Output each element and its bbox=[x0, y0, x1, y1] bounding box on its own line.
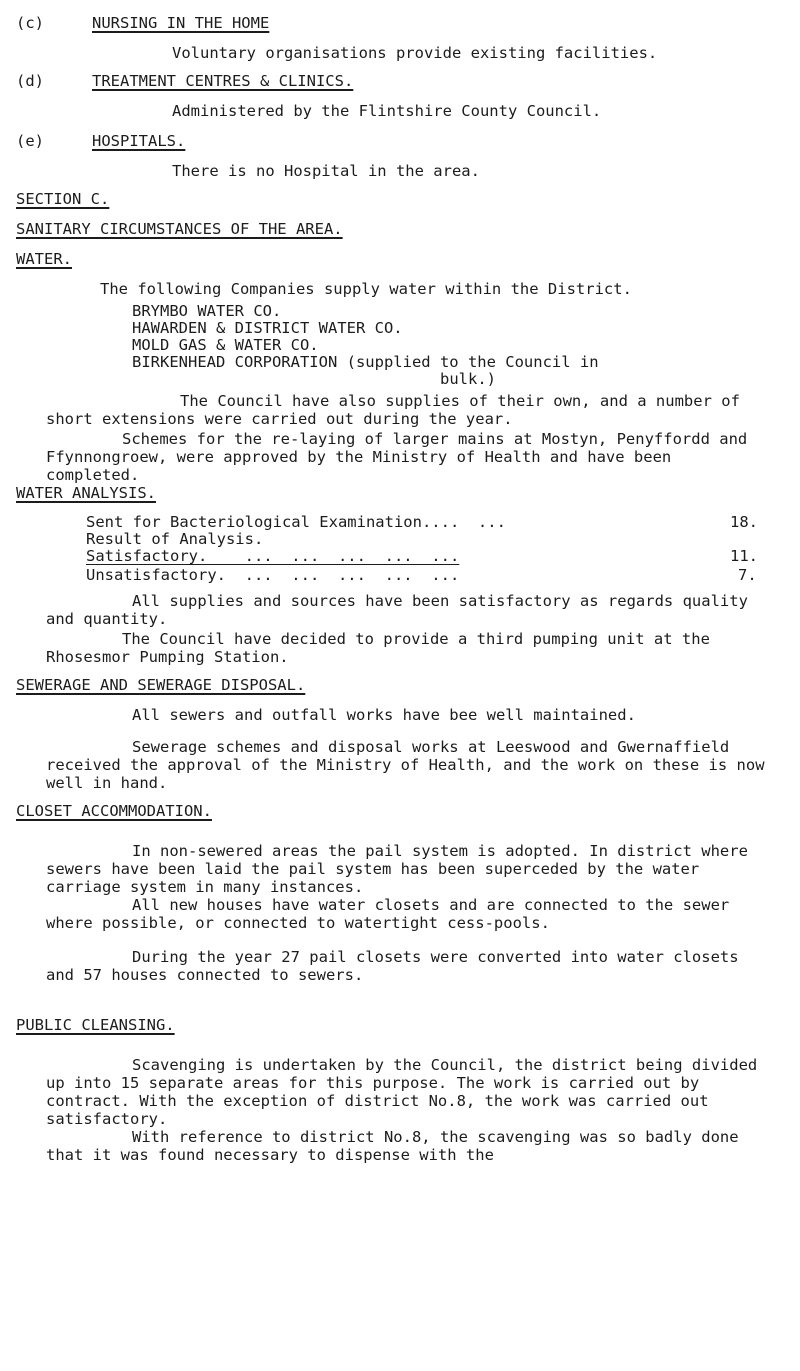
closet-heading: CLOSET ACCOMMODATION. bbox=[16, 802, 212, 820]
treatment-heading: TREATMENT CENTRES & CLINICS. bbox=[92, 72, 354, 90]
hospitals-label: (e) bbox=[16, 132, 44, 150]
sewerage-heading: SEWERAGE AND SEWERAGE DISPOSAL. bbox=[16, 676, 306, 694]
analysis-row-result: Result of Analysis. bbox=[86, 530, 264, 548]
nursing-heading: NURSING IN THE HOME bbox=[92, 14, 270, 32]
cleansing-heading: PUBLIC CLEANSING. bbox=[16, 1016, 175, 1034]
nursing-label: (c) bbox=[16, 14, 44, 32]
analysis-para-2: The Council have decided to provide a third pumping unit at the Rhosesmor Pumping Station. bbox=[46, 630, 710, 666]
analysis-para-1: All supplies and sources have been satisfactory as regards quality and quantity. bbox=[46, 592, 748, 628]
treatment-text: Administered by the Flintshire County Council. bbox=[172, 102, 602, 120]
water-intro: The following Companies supply water within the District. bbox=[100, 280, 632, 298]
cleansing-para-1: Scavenging is undertaken by the Council, the district being divided up into 15 separate areas for this purpose. The work is carried out by contract. With the exception of district No.8, the work was carried out satisfactory. bbox=[46, 1056, 758, 1128]
water-company-3: MOLD GAS & WATER CO. bbox=[132, 336, 319, 354]
closet-para-3: During the year 27 pail closets were converted into water closets and 57 houses connected to sewers. bbox=[46, 948, 739, 984]
water-company-4-cont: bulk.) bbox=[440, 370, 496, 388]
water-para-2: Schemes for the re-laying of larger mains at Mostyn, Penyffordd and Ffynnongroew, were approved by the Ministry of Health and have been completed. bbox=[46, 430, 748, 484]
water-company-2: HAWARDEN & DISTRICT WATER CO. bbox=[132, 319, 403, 337]
water-para-1: The Council have also supplies of their own, and a number of short extensions were carried out during the year. bbox=[46, 392, 740, 428]
treatment-label: (d) bbox=[16, 72, 44, 90]
analysis-row-unsatisfactory: Unsatisfactory. ... ... ... ... ... bbox=[86, 566, 460, 584]
sewerage-para-1: All sewers and outfall works have bee well maintained. bbox=[132, 706, 636, 724]
sewerage-para-2: Sewerage schemes and disposal works at Leeswood and Gwernaffield received the approval of the Ministry of Health, and the work on these is now well in hand. bbox=[46, 738, 765, 792]
analysis-value-satisfactory: 11. bbox=[730, 547, 758, 565]
closet-para-1: In non-sewered areas the pail system is adopted. In district where sewers have been laid the pail system has been superceded by the water carriage system in many instances. bbox=[46, 842, 748, 896]
water-company-1: BRYMBO WATER CO. bbox=[132, 302, 282, 320]
hospitals-text: There is no Hospital in the area. bbox=[172, 162, 480, 180]
cleansing-para-2: With reference to district No.8, the scavenging was so badly done that it was found necessary to dispense with the bbox=[46, 1128, 739, 1164]
closet-para-2: All new houses have water closets and are connected to the sewer where possible, or connected to watertight cess-pools. bbox=[46, 896, 730, 932]
analysis-value-sent: 18. bbox=[730, 513, 758, 531]
water-heading: WATER. bbox=[16, 250, 72, 268]
analysis-row-satisfactory: Satisfactory. ... ... ... ... ... bbox=[86, 547, 460, 565]
water-company-4: BIRKENHEAD CORPORATION (supplied to the Council in bbox=[132, 353, 599, 371]
hospitals-heading: HOSPITALS. bbox=[92, 132, 186, 150]
analysis-row-sent: Sent for Bacteriological Examination.... ... bbox=[86, 513, 506, 531]
sanitary-heading: SANITARY CIRCUMSTANCES OF THE AREA. bbox=[16, 220, 343, 238]
analysis-value-unsatisfactory: 7. bbox=[738, 566, 757, 584]
nursing-text: Voluntary organisations provide existing facilities. bbox=[172, 44, 658, 62]
section-c-heading: SECTION C. bbox=[16, 190, 110, 208]
water-analysis-heading: WATER ANALYSIS. bbox=[16, 484, 156, 502]
